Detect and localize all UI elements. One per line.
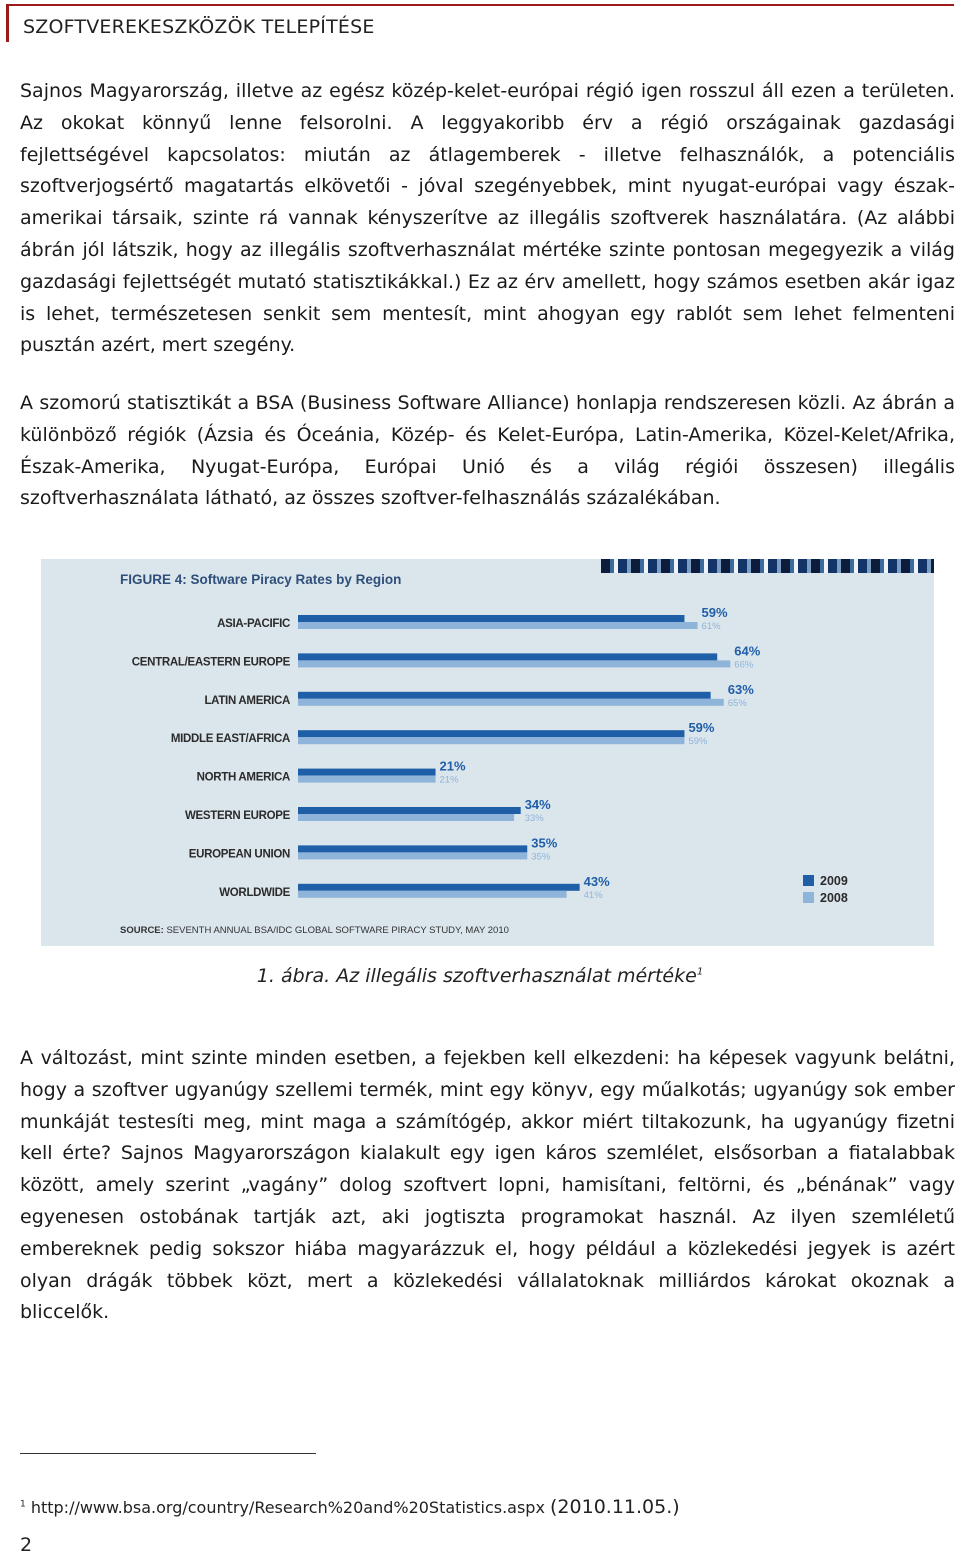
- page-header: [6, 4, 954, 42]
- chart-source: [120, 925, 509, 936]
- figure-caption-text: 1. ábra. Az illegális szoftverhasználat mértéke: [256, 965, 697, 987]
- category-label: WESTERN EUROPE: [184, 810, 290, 822]
- category-label: CENTRAL/EASTERN EUROPE: [131, 656, 290, 669]
- category-label: MIDDLE EAST/AFRICA: [170, 733, 290, 746]
- value-label-2008: 35%: [531, 851, 551, 863]
- footnote: [20, 1496, 680, 1518]
- category-label: LATIN AMERICA: [204, 694, 290, 707]
- category-label: ASIA-PACIFIC: [217, 618, 290, 630]
- bar-2008: [298, 891, 567, 898]
- bar-2008: [298, 622, 698, 629]
- value-label-2009: 34%: [524, 797, 551, 812]
- bar-2009: [298, 730, 684, 737]
- value-label-2008: 59%: [688, 736, 708, 748]
- value-label-2009: 21%: [439, 758, 466, 774]
- value-label-2008: 33%: [524, 813, 544, 824]
- value-label-2008: 65%: [727, 697, 747, 709]
- legend-label-2008: 2008: [820, 891, 848, 905]
- value-label-2008: 61%: [701, 621, 721, 632]
- value-label-2008: 66%: [734, 659, 754, 671]
- bar-2008: [298, 737, 684, 744]
- header-title: SZOFTVEREKESZKÖZÖK TELEPÍTÉSE: [23, 16, 375, 38]
- figure-piracy-chart: [41, 559, 934, 946]
- value-label-2008: 21%: [439, 774, 459, 786]
- bar-2008: [298, 660, 730, 667]
- legend-swatch-2009: [803, 875, 814, 886]
- bar-2009: [298, 615, 684, 622]
- chart-title: FIGURE 4: Software Piracy Rates by Region: [120, 572, 402, 587]
- bar-2009: [298, 769, 436, 776]
- category-label: EUROPEAN UNION: [188, 848, 290, 861]
- bar-2009: [298, 845, 527, 852]
- bar-2009: [298, 884, 580, 891]
- legend-label-2009: 2009: [820, 874, 848, 888]
- value-label-2008: 41%: [583, 889, 603, 901]
- bar-2009: [298, 807, 521, 814]
- value-label-2009: 43%: [583, 873, 610, 889]
- bar-2008: [298, 699, 724, 706]
- figure-caption: [0, 965, 960, 987]
- category-label: WORLDWIDE: [219, 886, 290, 899]
- value-label-2009: 59%: [688, 720, 715, 736]
- bar-2009: [298, 653, 717, 660]
- legend-swatch-2008: [803, 892, 814, 903]
- category-label: NORTH AMERICA: [196, 771, 290, 784]
- footnote-link[interactable]: http://www.bsa.org/country/Research%20and%20Statistics.aspx: [30, 1498, 545, 1517]
- body-paragraph-3: A változást, mint szinte minden esetben, a fejekben kell elkezdeni: ha képesek vagyunk belátni, hogy a szoftver ugyanúgy szellemi termék, mint egy könyv, egy műalkotás; ugyanúgy sok ember munkáját testesíti meg, mint maga a számítógép, akkor miért tiltakozunk, ha ugyanúgy fizetni kell érte? Sajnos Magyarországon kialakult egy igen káros szemlélet, elsősorban a fiatalabbak között, amely szerint „vagány” dolog szoftvert lopni, hamisítani, feltörni, és „bénának” vagy egyenesen ostobának tartják azt, aki jogtiszta programokat használ. Az ilyen szemléletű embereknek pedig sokszor hiába magyarázzuk el, hogy például a közlekedési jegyek is azért olyan drágák többek közt, mert a közlekedési vállalatoknak milliárdos károkat okoznak a bliccelők.: [20, 1047, 955, 1324]
- chart-source-text: SEVENTH ANNUAL BSA/IDC GLOBAL SOFTWARE PIRACY STUDY, MAY 2010: [166, 925, 509, 936]
- bar-2009: [298, 692, 711, 699]
- body-paragraph-2: A szomorú statisztikát a BSA (Business Software Alliance) honlapja rendszeresen közli. Az ábrán a különböző régiók (Ázsia és Óceánia, Közép- és Kelet-Európa, Latin-Amerika, Közel-Kelet/Afrika, Észak-Amerika, Nyugat-Európa, Európai Unió és a világ régiói összesen) illegális szoftverhasználata látható, az összes szoftver-felhasználás százalékában.: [20, 392, 955, 510]
- caption-footnote-ref: 1: [696, 966, 704, 978]
- value-label-2009: 64%: [734, 643, 761, 659]
- chart-source-label: SOURCE:: [120, 925, 164, 936]
- chart-plot: [41, 559, 934, 946]
- page-number: 2: [20, 1534, 33, 1556]
- footnote-number: 1: [20, 1499, 26, 1510]
- footnote-date: (2010.11.05.): [550, 1496, 680, 1518]
- body-paragraph-1: Sajnos Magyarország, illetve az egész közép-kelet-európai régió igen rosszul áll ezen a területen. Az okokat könnyű lenne felsorolni. A leggyakoribb érv a régió országainak gazdasági fejlettségével kapcsolatos: miután az átlagemberek - illetve felhasználók, a potenciális szoftverjogsértő magatartás elkövetői - jóval szegényebbek, mint nyugat-európai vagy észak-amerikai társaik, szinte rá vannak kényszerítve az illegális szoftverek használatára. (Az alábbi ábrán jól látszik, hogy az illegális szoftverhasználat mértéke szinte pontosan megegyezik a világ gazdasági fejlettségét mutató statisztikákkal.) Ez az érv amellett, hogy számos esetben akár igaz is lehet, természetesen senkit sem mentesít, mint ahogyan egy rablót sem lehet felmenteni pusztán azért, mert szegény.: [20, 80, 955, 357]
- bar-2008: [298, 814, 514, 821]
- value-label-2009: 35%: [531, 835, 558, 851]
- footnote-separator: [20, 1453, 316, 1454]
- value-label-2009: 59%: [701, 605, 728, 620]
- bar-2008: [298, 852, 527, 859]
- bar-2008: [298, 776, 436, 783]
- value-label-2009: 63%: [727, 681, 754, 697]
